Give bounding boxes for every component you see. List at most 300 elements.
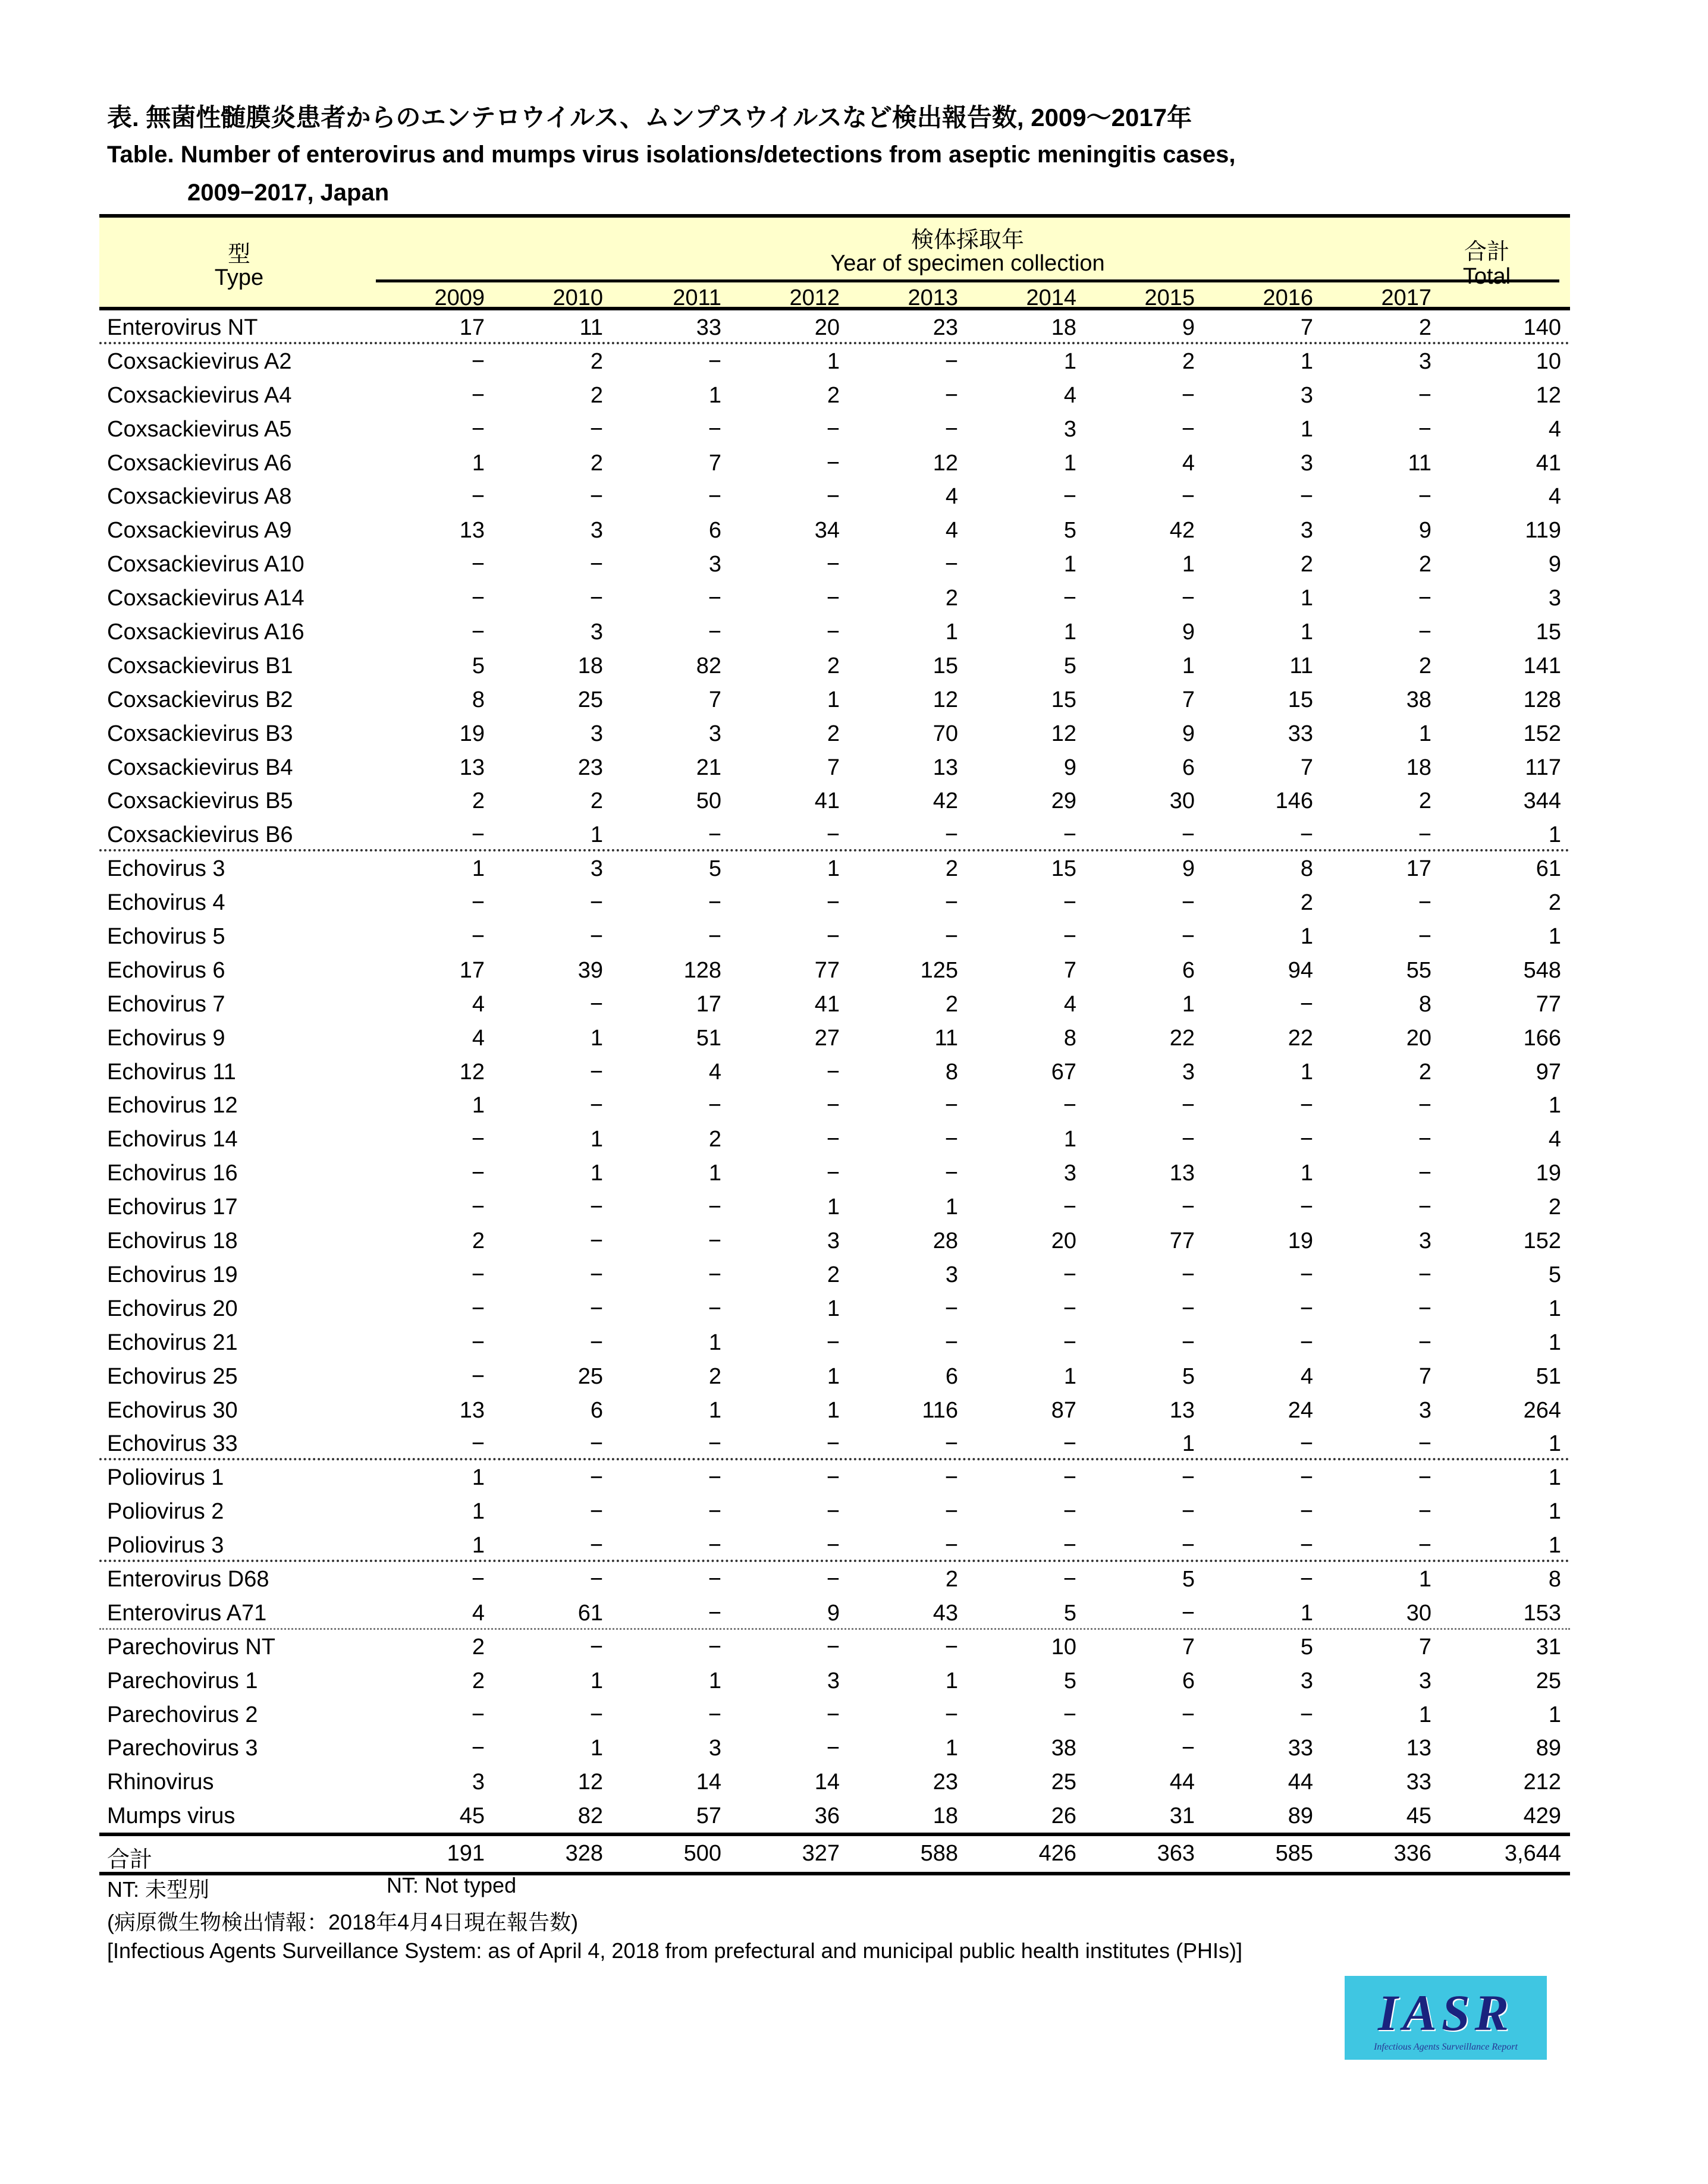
cell-2017: 13 [1406,1736,1431,1761]
cell-2012: − [826,620,840,645]
header-year-2013: 2013 [908,285,958,310]
cell-2011: − [708,1093,721,1118]
cell-2015: 4 [1182,450,1195,476]
table-row [99,615,1570,649]
header-subrule [376,279,1559,282]
cell-2017: − [1418,1262,1431,1287]
cell-2015: − [1181,1465,1195,1491]
cell-total: 119 [1525,518,1561,543]
cell-2015: − [1181,1093,1195,1118]
cell-2009: 1 [472,1093,485,1118]
cell-2015: 7 [1182,1634,1195,1660]
note-nt-en: NT: Not typed [387,1873,517,1897]
row-type-label: Poliovirus 2 [107,1499,224,1525]
cell-2010: 2 [590,450,603,476]
table-row [99,446,1570,480]
totals-row [99,1833,1570,1875]
cell-2016: − [1299,822,1313,848]
cell-2017: 1 [1418,1702,1431,1727]
row-type-label: Coxsackievirus B1 [107,653,293,678]
cell-2009: − [471,1363,485,1389]
row-type-label: Echovirus 3 [107,856,225,882]
cell-2016: 33 [1288,1736,1313,1761]
cell-2016: 19 [1288,1228,1313,1254]
cell-2012: 20 [814,315,840,340]
grand-total: 3,644 [1504,1841,1561,1866]
title-english-line2: 2009−2017, Japan [187,180,390,206]
cell-total: 9 [1548,552,1561,577]
cell-2015: 9 [1182,620,1195,645]
table-row [99,1088,1570,1122]
cell-2010: − [589,1465,603,1491]
cell-2012: − [826,484,840,510]
cell-2015: 9 [1182,721,1195,746]
cell-2017: − [1418,890,1431,916]
table-row [99,1055,1570,1089]
cell-2010: 1 [590,1161,603,1186]
cell-2009: − [471,822,485,848]
cell-2011: − [708,1228,721,1254]
cell-2016: − [1299,1465,1313,1491]
header-year-en: Year of specimen collection [830,251,1105,276]
cell-2014: 5 [1063,653,1076,678]
total-cell-2012: 327 [802,1841,840,1866]
cell-2015: − [1181,924,1195,950]
cell-total: 51 [1536,1363,1561,1389]
cell-2010: 2 [590,788,603,814]
cell-2013: 28 [933,1228,958,1254]
table-row [99,885,1570,919]
note-source-en: [Infectious Agents Surveillance System: as of April 4, 2018 from prefectural and municipal public health institutes (PHIs)] [107,1938,1242,1963]
cell-2011: − [708,822,721,848]
cell-2014: 4 [1063,991,1076,1017]
cell-2012: 9 [827,1600,840,1626]
cell-2016: − [1299,1262,1313,1287]
row-type-label: Echovirus 14 [107,1127,238,1152]
row-type-label: Echovirus 33 [107,1431,238,1457]
cell-2009: 1 [472,450,485,476]
table-row [99,683,1570,717]
cell-total: 1 [1548,822,1561,848]
cell-2015: − [1181,1736,1195,1761]
cell-2017: − [1418,1330,1431,1355]
cell-2009: 13 [459,1397,485,1423]
cell-2016: 3 [1300,1668,1313,1693]
cell-2017: 3 [1418,348,1431,374]
cell-2014: − [1063,586,1076,611]
cell-2012: 2 [827,653,840,678]
cell-2009: 1 [472,1533,485,1558]
cell-total: 12 [1536,382,1561,408]
total-cell-2016: 585 [1275,1841,1313,1866]
cell-2010: − [589,1262,603,1287]
virus-detections-table [99,214,1570,1875]
cell-2012: 1 [827,1195,840,1220]
cell-2014: 1 [1063,450,1076,476]
cell-2017: 18 [1406,755,1431,780]
cell-2014: − [1063,1431,1076,1457]
cell-2011: − [708,1533,721,1558]
cell-2016: − [1299,1431,1313,1457]
cell-2012: 77 [814,957,840,983]
cell-total: 25 [1536,1668,1561,1693]
table-row [99,1731,1570,1765]
cell-total: 4 [1548,416,1561,442]
cell-2009: 45 [459,1803,485,1829]
cell-2013: − [944,890,958,916]
cell-total: 10 [1536,348,1561,374]
cell-2012: 41 [814,991,840,1017]
cell-2013: − [944,1296,958,1321]
cell-2014: − [1063,1533,1076,1558]
cell-2011: 17 [696,991,721,1017]
cell-2017: − [1418,1465,1431,1491]
table-row [99,1596,1570,1630]
title-japanese: 表. 無菌性髄膜炎患者からのエンテロウイルス、ムンプスウイルスなど検出報告数, 2009～2017年 [107,103,1192,131]
cell-2009: − [471,1702,485,1727]
table-row [99,784,1570,818]
cell-2016: 5 [1300,1634,1313,1660]
cell-2009: − [471,416,485,442]
cell-total: 1 [1548,1093,1561,1118]
total-cell-2013: 588 [920,1841,958,1866]
cell-2012: − [826,586,840,611]
table-row [99,851,1570,885]
row-type-label: Echovirus 21 [107,1330,238,1355]
cell-2013: − [944,1093,958,1118]
table-row [99,919,1570,953]
cell-2012: 2 [827,721,840,746]
cell-2014: 7 [1063,957,1076,983]
cell-2010: − [589,1059,603,1085]
table-row [99,1664,1570,1698]
cell-2012: 1 [827,348,840,374]
table-row [99,581,1570,615]
cell-total: 1 [1548,1702,1561,1727]
cell-2011: 3 [708,552,721,577]
cell-2013: 18 [933,1803,958,1829]
cell-2017: 8 [1418,991,1431,1017]
cell-2014: − [1063,1093,1076,1118]
cell-2011: − [708,1296,721,1321]
note-source-ja: (病原微生物検出情報：2018年4月4日現在報告数) [107,1910,579,1934]
row-type-label: Poliovirus 1 [107,1465,224,1491]
cell-2012: − [826,1533,840,1558]
cell-2016: 3 [1300,382,1313,408]
table-row [99,1765,1570,1799]
row-type-label: Poliovirus 3 [107,1533,224,1558]
cell-2013: 15 [933,653,958,678]
table-row [99,987,1570,1021]
cell-2010: 23 [577,755,603,780]
cell-2015: − [1181,890,1195,916]
cell-2014: 1 [1063,552,1076,577]
cell-2010: 3 [590,620,603,645]
cell-2012: 1 [827,1296,840,1321]
cell-2016: − [1299,1330,1313,1355]
cell-2016: 8 [1300,856,1313,882]
cell-2016: − [1299,1702,1313,1727]
cell-total: 5 [1548,1262,1561,1287]
cell-total: 2 [1548,890,1561,916]
cell-2011: 1 [708,382,721,408]
cell-2016: 89 [1288,1803,1313,1829]
row-type-label: Echovirus 12 [107,1093,238,1118]
cell-2016: 7 [1300,315,1313,340]
cell-2009: 13 [459,518,485,543]
cell-2017: 45 [1406,1803,1431,1829]
cell-total: 166 [1523,1025,1561,1051]
cell-2016: 33 [1288,721,1313,746]
cell-2012: 7 [827,755,840,780]
cell-2014: 29 [1051,788,1076,814]
cell-2010: − [589,1195,603,1220]
footnotes [107,1873,1242,1971]
cell-2010: − [589,991,603,1017]
cell-2011: 3 [708,1736,721,1761]
row-type-label: Parechovirus 1 [107,1668,258,1693]
cell-2010: 6 [590,1397,603,1423]
table-row [99,1258,1570,1291]
cell-2011: − [708,416,721,442]
cell-2014: 67 [1051,1059,1076,1085]
cell-2011: − [708,1600,721,1626]
cell-2017: 7 [1418,1634,1431,1660]
cell-2011: 2 [708,1363,721,1389]
cell-2016: 15 [1288,687,1313,712]
title-english-line1: Table. Number of enterovirus and mumps virus isolations/detections from aseptic meningitis cases, [107,142,1236,168]
cell-2010: − [589,1093,603,1118]
cell-2009: 2 [472,1668,485,1693]
cell-2014: − [1063,1499,1076,1525]
cell-2009: − [471,1195,485,1220]
cell-2013: 11 [934,1025,958,1051]
cell-2011: 1 [708,1397,721,1423]
cell-2011: − [708,1431,721,1457]
cell-2014: 18 [1051,315,1076,340]
cell-total: 140 [1523,315,1561,340]
cell-2011: − [708,890,721,916]
cell-2013: 1 [945,620,958,645]
cell-total: 1 [1548,1499,1561,1525]
cell-2011: 6 [708,518,721,543]
cell-2013: − [944,1634,958,1660]
cell-2014: − [1063,1330,1076,1355]
cell-2010: − [589,552,603,577]
cell-2014: − [1063,1566,1076,1592]
cell-2012: − [826,1330,840,1355]
header-years [99,285,1570,309]
cell-2014: 1 [1063,348,1076,374]
row-type-label: Rhinovirus [107,1770,214,1795]
row-type-label: Echovirus 6 [107,957,225,983]
cell-2014: − [1063,1195,1076,1220]
cell-2011: − [708,1195,721,1220]
cell-2011: 1 [708,1668,721,1693]
cell-2010: 1 [590,1127,603,1152]
cell-2015: 9 [1182,856,1195,882]
header-year-2011: 2011 [673,285,721,310]
table-row [99,1224,1570,1258]
cell-total: 4 [1548,484,1561,510]
table-row [99,1630,1570,1664]
cell-2014: − [1063,890,1076,916]
cell-2015: 42 [1169,518,1195,543]
cell-2014: − [1063,822,1076,848]
cell-2016: − [1299,1533,1313,1558]
row-type-label: Echovirus 30 [107,1397,238,1423]
totals-label: 合計 [107,1847,153,1873]
cell-2010: 61 [577,1600,603,1626]
cell-2012: − [826,1059,840,1085]
cell-2011: 4 [708,1059,721,1085]
table-row [99,818,1570,851]
cell-2009: 4 [472,1025,485,1051]
cell-2014: 9 [1063,755,1076,780]
row-type-label: Enterovirus D68 [107,1566,269,1592]
cell-total: 1 [1548,1296,1561,1321]
cell-total: 1 [1548,924,1561,950]
cell-2015: 77 [1169,1228,1195,1254]
cell-2012: − [826,822,840,848]
cell-2016: − [1299,991,1313,1017]
cell-2009: 4 [472,1600,485,1626]
cell-total: 19 [1536,1161,1561,1186]
cell-total: 344 [1523,788,1561,814]
cell-2009: 3 [472,1770,485,1795]
cell-2016: 2 [1300,552,1313,577]
cell-total: 8 [1548,1566,1561,1592]
header-total-ja: 合計 [1464,240,1509,265]
cell-2009: 2 [472,1228,485,1254]
table-row [99,1021,1570,1055]
cell-2011: 2 [708,1127,721,1152]
table-row [99,547,1570,581]
cell-2015: − [1181,1600,1195,1626]
cell-2011: 7 [708,687,721,712]
cell-total: 61 [1536,856,1561,882]
cell-2011: − [708,348,721,374]
cell-2017: 11 [1408,450,1431,476]
cell-2015: 1 [1182,653,1195,678]
table-row [99,310,1570,344]
table-body [99,310,1570,1833]
cell-2016: − [1299,484,1313,510]
cell-2010: 18 [577,653,603,678]
cell-total: 15 [1536,620,1561,645]
cell-2015: − [1181,1330,1195,1355]
cell-2014: 25 [1051,1770,1076,1795]
table-row [99,1528,1570,1562]
cell-2017: − [1418,1431,1431,1457]
cell-2016: 4 [1300,1363,1313,1389]
cell-2016: 1 [1300,348,1313,374]
cell-2017: 20 [1406,1025,1431,1051]
cell-total: 31 [1536,1634,1561,1660]
cell-2014: 87 [1051,1397,1076,1423]
cell-total: 117 [1525,755,1561,780]
cell-2012: 1 [827,1397,840,1423]
cell-2012: 27 [814,1025,840,1051]
header-year-2016: 2016 [1263,285,1313,310]
table-row [99,344,1570,378]
cell-2015: − [1181,1499,1195,1525]
cell-2009: 2 [472,1634,485,1660]
row-type-label: Coxsackievirus B6 [107,822,293,848]
cell-2017: − [1418,620,1431,645]
table-row [99,1698,1570,1732]
row-type-label: Coxsackievirus A9 [107,518,292,543]
cell-2009: 1 [472,1465,485,1491]
cell-total: 41 [1536,450,1561,476]
row-type-label: Echovirus 17 [107,1195,238,1220]
cell-2016: 22 [1288,1025,1313,1051]
cell-2017: − [1418,1533,1431,1558]
cell-2013: 1 [945,1668,958,1693]
cell-2016: 1 [1300,1059,1313,1085]
table-row [99,378,1570,412]
cell-2013: 8 [945,1059,958,1085]
cell-2017: − [1418,822,1431,848]
cell-2013: 4 [945,518,958,543]
cell-total: 4 [1548,1127,1561,1152]
cell-2017: 1 [1418,1566,1431,1592]
table-row [99,1426,1570,1460]
cell-2014: − [1063,484,1076,510]
cell-2014: − [1063,1465,1076,1491]
cell-2011: 57 [696,1803,721,1829]
cell-2015: 6 [1182,957,1195,983]
cell-2012: − [826,1093,840,1118]
cell-2015: − [1181,822,1195,848]
cell-2009: − [471,1431,485,1457]
cell-2016: 146 [1275,788,1313,814]
cell-2010: 3 [590,721,603,746]
total-cell-2017: 336 [1393,1841,1431,1866]
cell-2012: − [826,1566,840,1592]
cell-2013: − [944,1465,958,1491]
cell-2016: 1 [1300,1161,1313,1186]
table-row [99,1562,1570,1596]
cell-2015: 44 [1169,1770,1195,1795]
cell-2010: 1 [590,822,603,848]
cell-2010: − [589,1533,603,1558]
header-year-2015: 2015 [1144,285,1195,310]
cell-total: 1 [1548,1533,1561,1558]
cell-2010: 82 [577,1803,603,1829]
cell-2012: − [826,1702,840,1727]
cell-2011: − [708,924,721,950]
cell-2010: − [589,1296,603,1321]
header-year-2010: 2010 [552,285,603,310]
row-type-label: Parechovirus 2 [107,1702,258,1727]
cell-2015: − [1181,586,1195,611]
row-type-label: Echovirus 7 [107,991,225,1017]
cell-2010: − [589,586,603,611]
cell-2014: − [1063,1296,1076,1321]
cell-2015: − [1181,1296,1195,1321]
cell-2013: 1 [945,1195,958,1220]
cell-2012: 41 [814,788,840,814]
cell-2016: − [1299,1566,1313,1592]
cell-2013: 70 [933,721,958,746]
cell-2017: − [1418,1499,1431,1525]
row-type-label: Echovirus 16 [107,1161,238,1186]
cell-2013: − [944,1161,958,1186]
cell-2012: 1 [827,687,840,712]
table-row [99,953,1570,987]
cell-total: 1 [1548,1330,1561,1355]
